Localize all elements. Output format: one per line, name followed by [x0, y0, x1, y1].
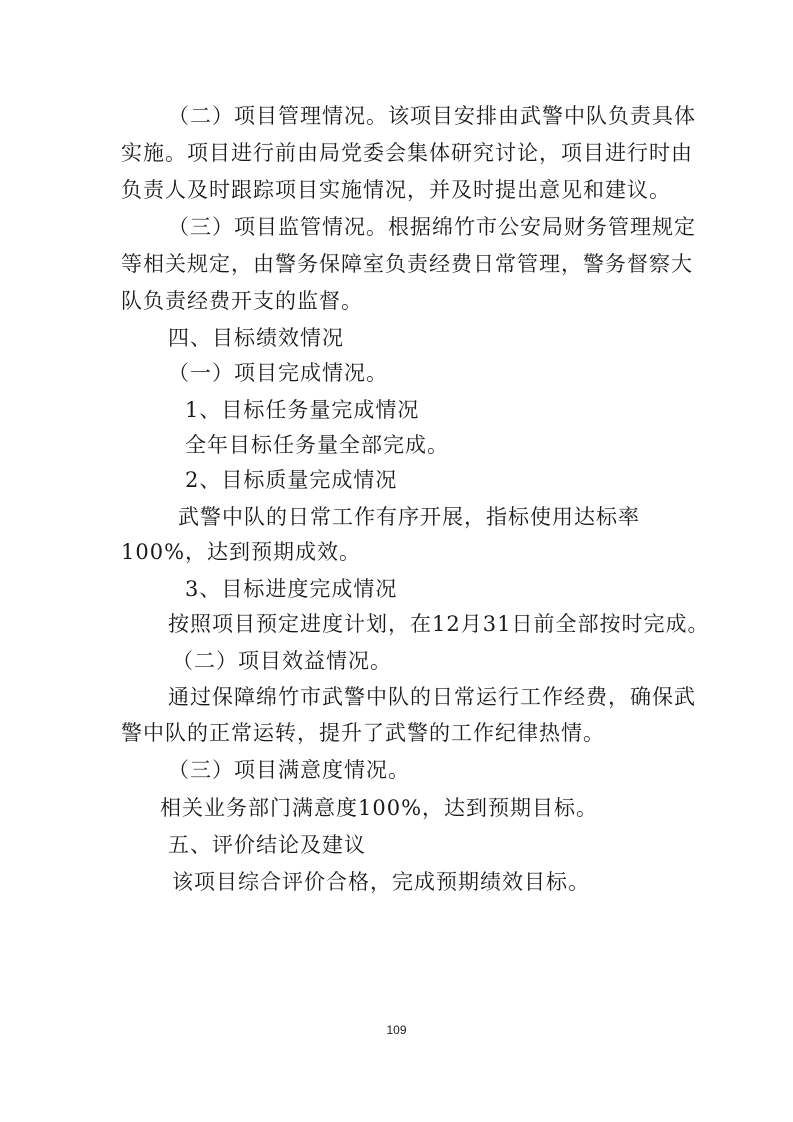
- paragraph-line: 按照项目预定进度计划，在12月31日前全部按时完成。: [168, 612, 710, 636]
- paragraph-line: （三）项目监管情况。根据绵竹市公安局财务管理规定: [168, 215, 696, 239]
- paragraph-line: 100%，达到预期成效。: [121, 540, 362, 564]
- paragraph-line: （二）项目管理情况。该项目安排由武警中队负责具体: [168, 104, 696, 128]
- subsection-heading: （一）项目完成情况。: [168, 361, 388, 385]
- paragraph-line: 通过保障绵竹市武警中队的日常运行工作经费，确保武: [168, 685, 696, 709]
- paragraph-line: 等相关规定，由警务保障室负责经费日常管理，警务督察大: [121, 252, 693, 276]
- subsection-heading: （二）项目效益情况。: [172, 649, 392, 673]
- paragraph-line: 警中队的正常运转，提升了武警的工作纪律热情。: [121, 721, 605, 745]
- paragraph-line: 负责人及时跟踪项目实施情况，并及时提出意见和建议。: [121, 178, 671, 202]
- paragraph-line: 全年目标任务量全部完成。: [185, 433, 449, 457]
- section-heading: 四、目标绩效情况: [168, 326, 344, 350]
- item-heading: 3、目标进度完成情况: [185, 577, 398, 601]
- section-heading: 五、评价结论及建议: [168, 833, 366, 857]
- subsection-heading: （三）项目满意度情况。: [168, 758, 410, 782]
- paragraph-line: 队负责经费开支的监督。: [121, 289, 363, 313]
- paragraph-line: 武警中队的日常工作有序开展，指标使用达标率: [178, 505, 640, 529]
- item-heading: 1、目标任务量完成情况: [185, 398, 420, 422]
- paragraph-line: 该项目综合评价合格，完成预期绩效目标。: [172, 870, 590, 894]
- page-number: 109: [386, 1023, 407, 1037]
- paragraph-line: 实施。项目进行前由局党委会集体研究讨论，项目进行时由: [121, 141, 693, 165]
- item-heading: 2、目标质量完成情况: [185, 468, 398, 492]
- paragraph-line: 相关业务部门满意度100%，达到预期目标。: [160, 796, 599, 820]
